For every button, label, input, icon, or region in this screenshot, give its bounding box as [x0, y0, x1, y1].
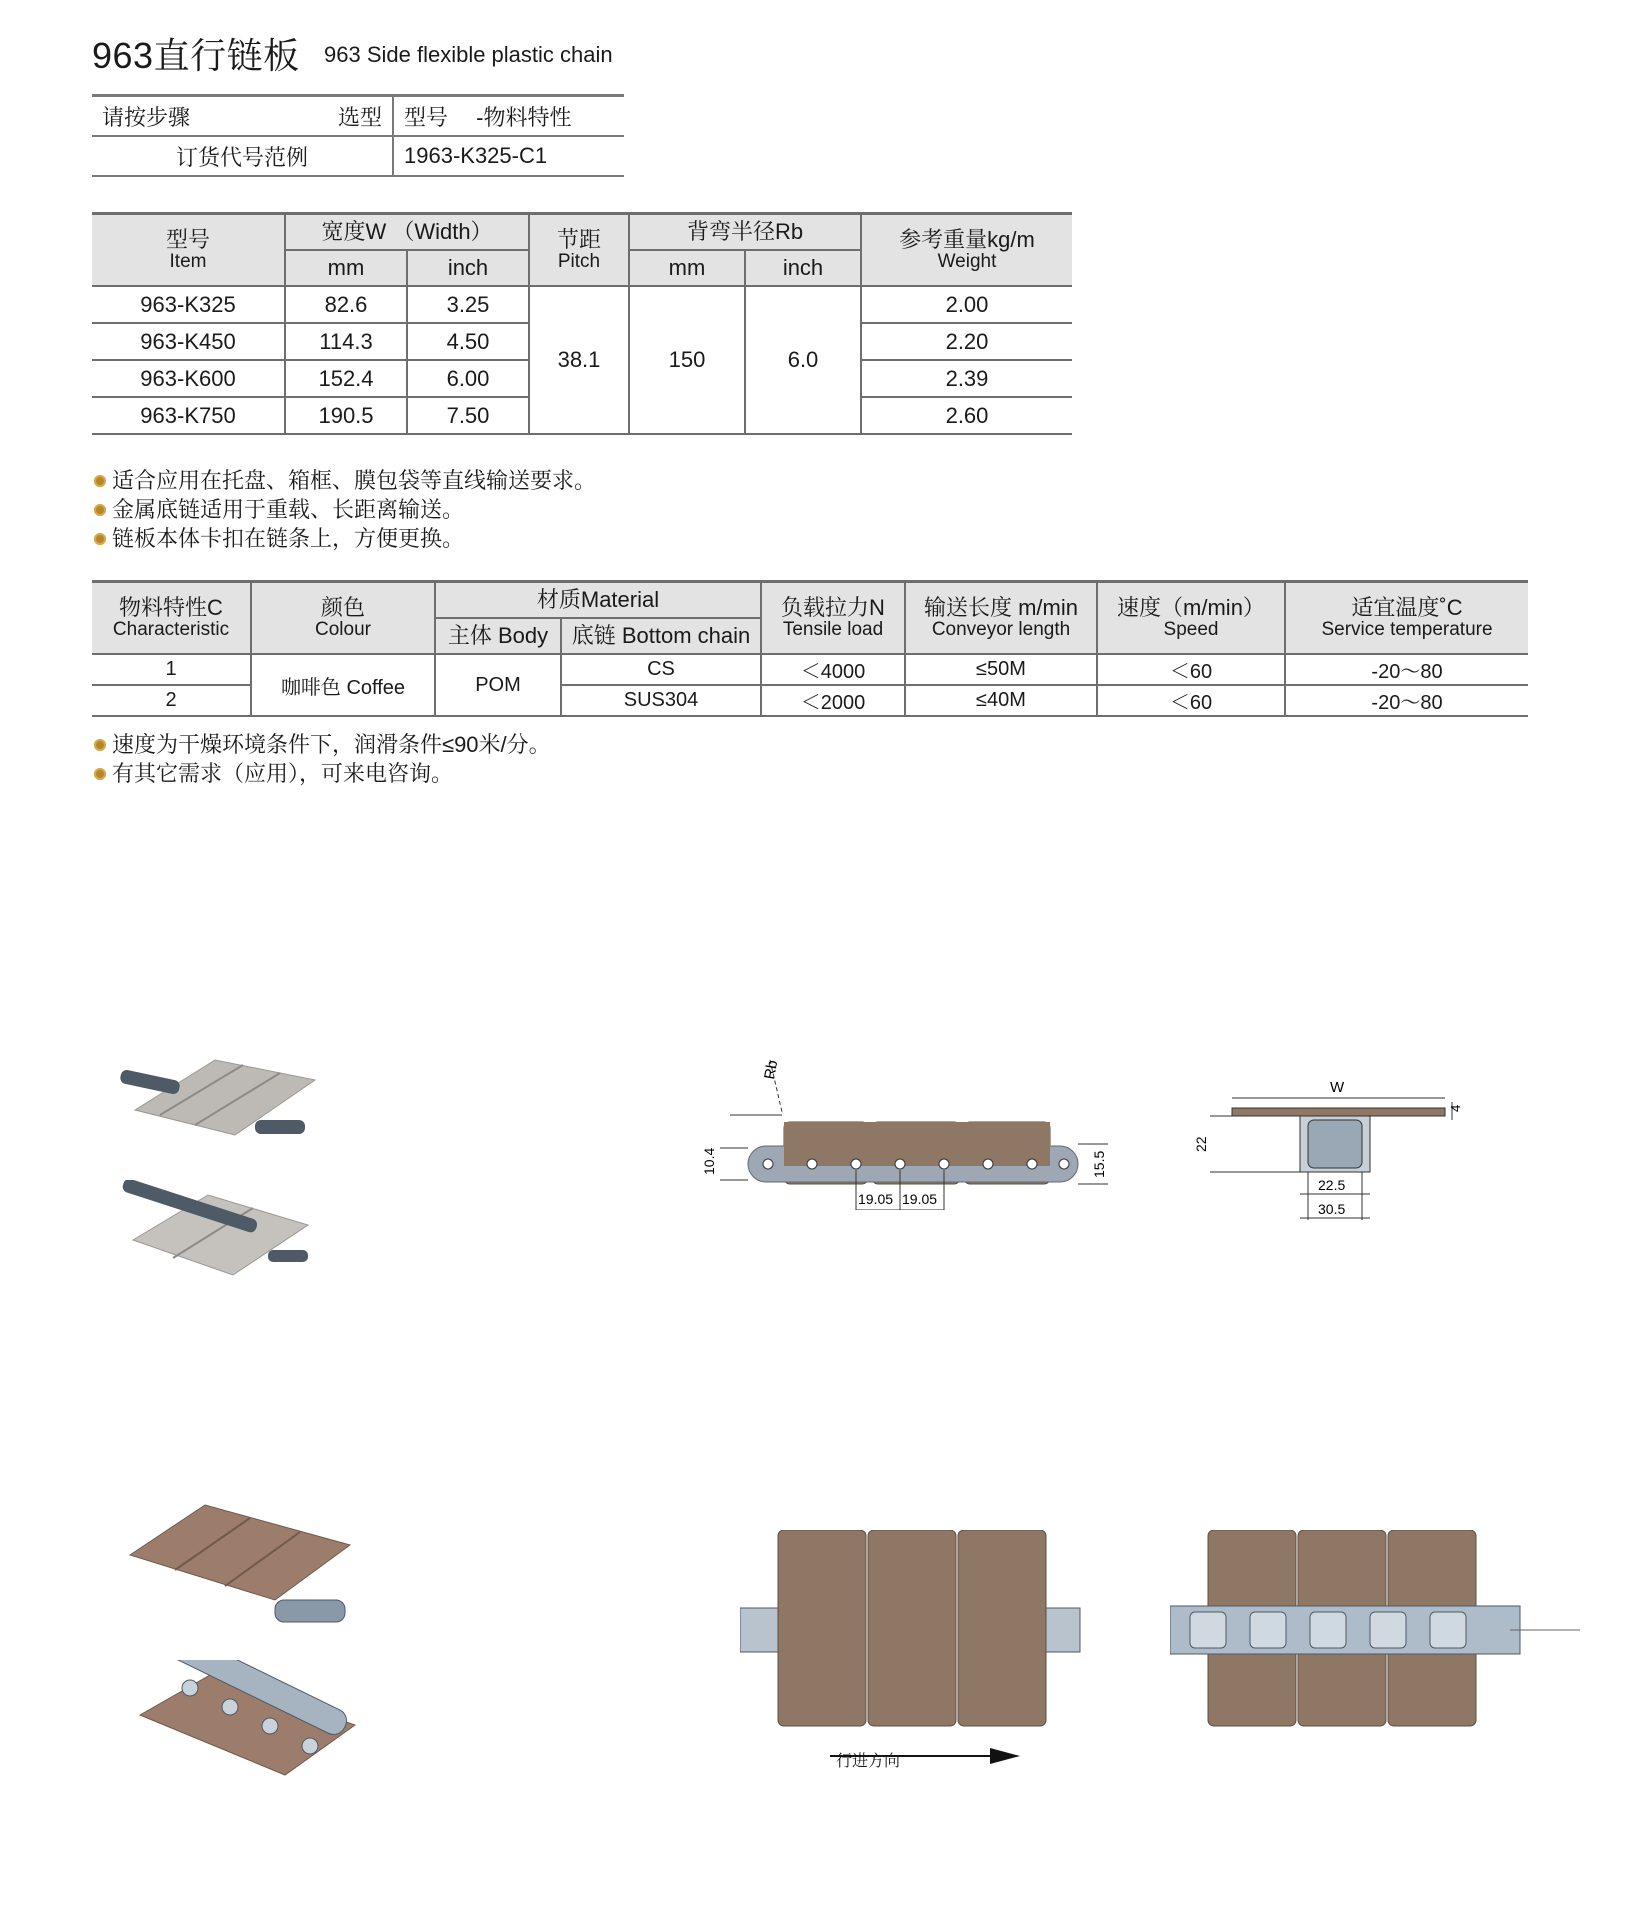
bottom-view-drawing: [1170, 1530, 1590, 1730]
table-row: [92, 286, 1072, 323]
dim-h1: 10.4: [701, 1147, 717, 1175]
mat-header-bottom: 底链 Bottom chain: [561, 618, 761, 654]
mat-header-speed-cn: 速度（m/min）: [1117, 595, 1265, 621]
spec-inch: 3.25: [407, 286, 529, 323]
spec-rb-mm: 150: [629, 286, 745, 434]
spec-header-rb-mm: mm: [629, 250, 745, 286]
spec-header-rb-inch: inch: [745, 250, 861, 286]
mat-header-temp-en: Service temperature: [1321, 618, 1493, 640]
mat-header-material: 材质Material: [435, 582, 761, 619]
mat-header-char-cn: 物料特性C: [119, 595, 223, 621]
product-photo-grey-bottom: [118, 1180, 318, 1290]
dim-h2: 15.5: [1091, 1150, 1107, 1178]
mat-header-tensile-cn: 负载拉力N: [781, 595, 885, 621]
mat-speed: ＜60: [1097, 685, 1285, 716]
spec-header-item-cn: 型号: [165, 227, 210, 253]
spec-header-weight-en: Weight: [937, 250, 997, 272]
page-title: 963直行链板: [92, 35, 300, 76]
direction-label: 行进方向: [836, 1753, 901, 1770]
order-example-table: [92, 94, 624, 177]
spec-item: 963-K325: [92, 286, 285, 323]
list-item: [94, 759, 551, 788]
note-text: 适合应用在托盘、箱框、膜包袋等直线输送要求。: [112, 468, 597, 493]
order-example-label: 订货代号范例: [92, 136, 393, 176]
product-photo-grey-top: [115, 1050, 325, 1150]
spec-header-mm: mm: [285, 250, 407, 286]
mat-temp: -20～80: [1285, 654, 1528, 685]
note-text: 速度为干燥环境条件下，润滑条件≤90米/分。: [112, 732, 551, 757]
spec-mm: 152.4: [285, 360, 407, 397]
bullet-icon: [94, 768, 106, 780]
dim-p1: 19.05: [858, 1191, 894, 1207]
order-example-code: 1963-K325-C1: [393, 136, 624, 176]
product-photo-coffee-bottom: [135, 1660, 365, 1800]
dim-b1: 22.5: [1318, 1177, 1346, 1193]
bullet-icon: [94, 533, 106, 545]
mat-bottom: CS: [561, 654, 761, 685]
page-subtitle: 963 Side flexible plastic chain: [324, 42, 613, 67]
mat-header-length-cn: 输送长度 m/min: [923, 595, 1078, 621]
mat-length: ≤40M: [905, 685, 1097, 716]
bullet-icon: [94, 739, 106, 751]
mat-header-temp-cn: 适宜温度˚C: [1351, 595, 1463, 621]
top-view-drawing: [740, 1530, 1100, 1790]
spec-item: 963-K450: [92, 323, 285, 360]
bullet-icon: [94, 504, 106, 516]
spec-table: [92, 212, 1072, 435]
mat-tensile: ＜2000: [761, 685, 905, 716]
mat-temp: -20～80: [1285, 685, 1528, 716]
spec-weight: 2.00: [861, 286, 1072, 323]
product-photo-coffee-top: [125, 1500, 355, 1640]
order-format-label: 型号 -物料特性: [393, 96, 624, 137]
dim-p2: 19.05: [902, 1191, 938, 1207]
spec-header-rb: 背弯半径Rb: [629, 214, 861, 251]
mat-char: 1: [92, 654, 251, 685]
spec-inch: 4.50: [407, 323, 529, 360]
bullet-icon: [94, 475, 106, 487]
mat-length: ≤50M: [905, 654, 1097, 685]
spec-pitch: 38.1: [529, 286, 629, 434]
table-row: [92, 654, 1528, 685]
side-view-drawing: [700, 1040, 1140, 1210]
condition-notes: [94, 730, 551, 788]
mat-char: 2: [92, 685, 251, 716]
mat-body: POM: [435, 654, 561, 716]
mat-header-tensile-en: Tensile load: [782, 618, 884, 640]
dim-t: 4: [1448, 1104, 1463, 1112]
spec-weight: 2.60: [861, 397, 1072, 434]
mat-speed: ＜60: [1097, 654, 1285, 685]
spec-rb-inch: 6.0: [745, 286, 861, 434]
spec-header-pitch-en: Pitch: [557, 250, 601, 272]
spec-header-weight-cn: 参考重量kg/m: [899, 227, 1035, 253]
spec-inch: 6.00: [407, 360, 529, 397]
mat-header-char-en: Characteristic: [112, 618, 230, 640]
spec-header-pitch-cn: 节距: [556, 227, 601, 253]
dim-rb: Rb: [761, 1058, 782, 1081]
cross-section-drawing: [1190, 1070, 1470, 1230]
list-item: [94, 495, 596, 524]
note-text: 有其它需求（应用），可来电咨询。: [112, 761, 454, 786]
spec-item: 963-K750: [92, 397, 285, 434]
note-text: 链板本体卡扣在链条上，方便更换。: [112, 526, 465, 551]
order-step-label: 请按步骤: [92, 96, 292, 137]
dim-w: W: [1330, 1079, 1345, 1096]
mat-header-colour-en: Colour: [315, 618, 371, 640]
mat-header-speed-en: Speed: [1163, 618, 1219, 640]
mat-header-length-en: Conveyor length: [931, 618, 1071, 640]
mat-tensile: ＜4000: [761, 654, 905, 685]
note-text: 金属底链适用于重载、长距离输送。: [112, 497, 465, 522]
mat-header-body: 主体 Body: [435, 618, 561, 654]
dim-b2: 30.5: [1318, 1201, 1346, 1217]
spec-header-inch: inch: [407, 250, 529, 286]
list-item: [94, 466, 596, 495]
spec-header-width: 宽度W （Width）: [285, 214, 529, 251]
mat-colour: 咖啡色 Coffee: [251, 654, 435, 716]
spec-mm: 114.3: [285, 323, 407, 360]
spec-weight: 2.39: [861, 360, 1072, 397]
spec-mm: 82.6: [285, 286, 407, 323]
spec-weight: 2.20: [861, 323, 1072, 360]
dim-hh: 22: [1193, 1136, 1209, 1152]
order-select-label: 选型: [292, 96, 393, 137]
spec-inch: 7.50: [407, 397, 529, 434]
feature-notes: [94, 466, 596, 553]
mat-bottom: SUS304: [561, 685, 761, 716]
spec-header-item-en: Item: [169, 250, 207, 272]
material-table: [92, 580, 1528, 717]
spec-item: 963-K600: [92, 360, 285, 397]
list-item: [94, 730, 551, 759]
list-item: [94, 524, 596, 553]
spec-mm: 190.5: [285, 397, 407, 434]
mat-header-colour-cn: 颜色: [320, 595, 365, 621]
